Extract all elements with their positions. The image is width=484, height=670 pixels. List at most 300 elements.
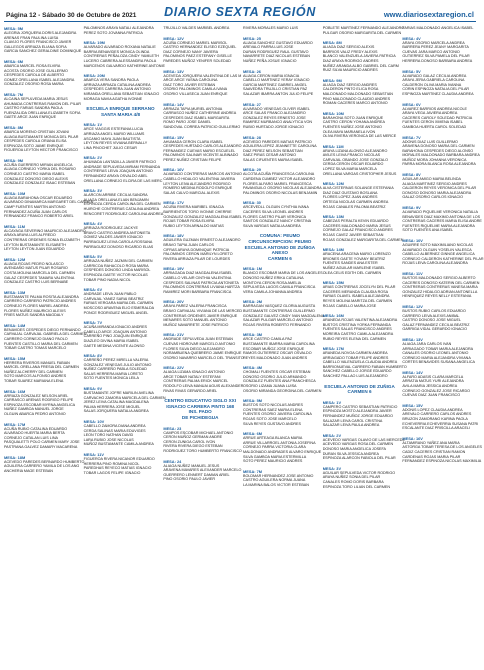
mesa-title: MESA: 11M xyxy=(4,223,25,229)
mesa-title: MESA: 15V xyxy=(402,402,423,408)
school-heading-line: ESCUELA ANTONIO DE ZUÑIGA xyxy=(324,383,395,389)
vocal-name: ALVARADO DINAMARCA MARGARET DEL CARMEN xyxy=(4,200,94,205)
vocal-name: RUBIO REYES ELENA DEL CARMEN xyxy=(322,336,386,341)
vocal-name: OLIVA RIVERA VERONICA DE LAS MERCE xyxy=(322,134,397,139)
vocal-name: CERDA CERON OSCAR EDUARDO xyxy=(322,162,384,167)
vocal-name: ALVARADO GALAZ CECILIA ANDREA xyxy=(402,73,467,78)
vocal-name: ESPINOZA CERDA CAROLINA DEL CARMEN xyxy=(83,202,161,207)
mesa-block xyxy=(323,280,397,308)
mesa-title: MESA: 16V xyxy=(163,167,184,173)
vocal-name: ARAVENA MAVARES ALEXANDER MARCELO xyxy=(163,468,242,473)
vocal-name: PINO OSORIO PAULO JAVIER xyxy=(163,477,216,482)
vocal-name: SEPULVEDA LAGOS CAMILA FRANCISCA xyxy=(243,285,316,290)
mesa-title: MESA: 13M xyxy=(4,289,26,295)
vocal-name: PARRAGUEZ LEIVA CAROLA ROSSANA xyxy=(83,240,153,244)
vocal-name: MONTOYA CERON ROSA AMELIA xyxy=(243,280,302,285)
mesa-block xyxy=(243,102,317,130)
vocal-name: COSTA MOLINA MARCELA DEL CARMEN xyxy=(4,270,75,275)
vocal-name: ARAYA JERIA GABRIELA CAROLINA xyxy=(402,78,465,83)
mesa-block xyxy=(323,466,397,489)
vocal-name: ALIAGA SANCHEZ GUSTAVO EDUARDO xyxy=(243,40,313,45)
school-heading-line: CARMEN 6 xyxy=(347,389,372,395)
vocal-name: ROJAS RIVERA ROBERTO FERNANDO xyxy=(243,322,311,327)
vocal-name: FARIAS OLAVEL ISABELA ALEJANDRA xyxy=(322,294,390,299)
vocal-name: CESPEDES DIAZ ISABEL MARGARITA xyxy=(163,115,230,120)
vocal-name: ARAYA OSORIO MARCELA ANDREA xyxy=(402,40,465,45)
mesa-block xyxy=(4,356,78,384)
vocal-name: NUÑEZ ALCHERRY DEL CARMEN xyxy=(4,369,63,374)
vocal-name: SANCHEZ CABELLO JORGE EDUARDO xyxy=(322,369,392,374)
vocal-name: BUSTAMANTE JOFRE MARILIN AVELINA xyxy=(83,391,154,396)
mesa-block xyxy=(323,111,397,139)
vocal-name: CABELLO ZAMORA DIANA ANDREA xyxy=(83,424,146,429)
vocal-name: HENRIQUEZ REYES NELLY ESTEFANIA xyxy=(402,294,472,299)
mesa-block xyxy=(243,469,317,488)
vocal-name: CABELLO VELAIR CINTHIA VALENTINA xyxy=(163,275,232,280)
mesa-title: MESA: 11V xyxy=(402,270,423,276)
vocal-name: ALVA CISTERNAS SOLANGE ESTEFANIA xyxy=(322,186,394,191)
vocal-name: ROJAS GONZALEZ MARGARITA DEL CARMEN xyxy=(322,237,404,242)
vocal-name: CONTRERAS ORDENES JAVIER ENRIQUE xyxy=(163,313,238,318)
vocal-name: CALDERON REYES VERONICA DEL PILAR xyxy=(402,186,477,191)
vocal-name: ARRIAZA GONZALEZ NELSON ARIEL xyxy=(4,393,69,398)
mesa-block xyxy=(323,78,397,106)
mesa-title: MESA: 2V xyxy=(83,155,103,161)
mesa-title: MESA: 21V xyxy=(163,332,184,338)
vocal-name: RODOLFO LEIVA MANUAI AGUIS ALEXANDER xyxy=(163,384,244,389)
mesa-block xyxy=(323,181,397,209)
vocal-name: FARIAS MALDONADO ANGELICA ISABEL xyxy=(402,26,474,30)
vocal-name: MARCENOS GALVARDO KATHERINE ANTONIE xyxy=(83,63,165,68)
vocal-name: CERDA SALINAS MARIA EDUVIGES xyxy=(83,428,146,433)
vocal-name: CARRASCO ARENAS RODRIGO FELIPE xyxy=(4,398,74,403)
mesa-block xyxy=(84,26,158,35)
school-heading-line: ESCUELA ANTONIO DE ZUÑIGA ANEXO xyxy=(244,244,316,256)
mesa-title: MESA: 3V xyxy=(83,188,103,194)
vocal-name: LEYTON REYES VIVIANA BERNALLY xyxy=(83,141,148,146)
mesa-block xyxy=(402,370,476,398)
mesa-block xyxy=(84,73,158,101)
vocal-name: ALCAYAGA SEVERINO MAURICIO ALEJANDRO xyxy=(4,228,86,233)
mesa-title: MESA: 16M xyxy=(4,388,26,394)
mesa-title: MESA: 10M xyxy=(4,190,26,196)
mesa-block xyxy=(402,304,476,332)
mesa-block xyxy=(163,68,242,97)
school-heading-line: CARMEN 6 xyxy=(267,255,292,261)
vocal-name: ROJAS CABELLO MARIA JOSE xyxy=(322,303,377,308)
vocal-name: BUSTOS MALDONADO SERGIO ALBERTO xyxy=(402,275,476,280)
vocal-name: ESPINOZA MOSTO ALEJANDRA JAVIER xyxy=(322,409,392,414)
vocal-name: DIAZ PEREZ NELSON SEBASTIAN xyxy=(243,148,303,153)
vocal-name: CAMP FUENTES MARTIN ANTONIO xyxy=(4,205,66,210)
mesa-title: MESA: 5M xyxy=(4,26,24,31)
vocal-name: PASTRANA GALVEZ DAMARY MACARENA xyxy=(4,445,78,449)
vocal-name: GALLEGOS ARRIAZA ELIANA SOFIA xyxy=(4,44,67,49)
vocal-name: PALOMINOS OSORIO NICOLAS BENJAMIN xyxy=(243,190,318,195)
vocal-name: AGUILERA CARRERO YAMILA DE LOS ANG xyxy=(4,464,80,469)
vocal-name: ACUÑA GUERRERO MIRIAN ANGELICA xyxy=(4,162,73,167)
mesa-title: MESA: 19M xyxy=(83,40,105,46)
mesa-title: MESA: 13M xyxy=(322,214,344,220)
vocal-name: ARAYA VEGA JAVIERA ANDREA xyxy=(402,111,458,116)
vocal-name: ARRIAZA NUÑEZ JAZMIN DEL CARMEN xyxy=(83,259,153,264)
mesa-title: MESA: 1V xyxy=(322,399,342,405)
mesa-block xyxy=(402,134,480,168)
vocal-name: REYES MALDONADO JUAN ANDRES xyxy=(243,355,308,360)
mesa-block xyxy=(402,205,482,233)
vocal-name: SOTO FUENTES ANA ISABEL xyxy=(402,228,454,233)
mesa-block xyxy=(163,266,240,294)
mesa-block xyxy=(4,59,78,87)
vocal-name: NUÑEZ CARREÑO PABLA SOLEDAD xyxy=(83,367,147,372)
mesa-title: MESA: 7M xyxy=(4,91,24,97)
vocal-name: GONZALEZ GALVEZ CINDY IVAN MAGDALENA xyxy=(243,313,325,318)
vocal-name: BRAVO CARVAJAL VIVIANA DE LAS MERCED xyxy=(163,308,243,313)
vocal-name: GALAZ OSORIO CARLOS IGNACIO xyxy=(402,195,464,200)
vocal-name: BENAVIDES DIAZ MAXIMO ANTONIA DE LOS xyxy=(402,214,481,219)
vocal-name: ALVAREZ BARRIOS ANDREA NICOLE xyxy=(402,106,467,111)
mesa-title: MESA: 14V xyxy=(163,101,184,107)
vocal-name: PARRA MORA BLANCA ROSA ALEJANDRA xyxy=(402,162,476,167)
vocal-name: ALCOTA ACUÑA FRANCESCA CAROLINA xyxy=(243,172,315,177)
vocal-name: BLANCO ESCOBAR MARIA DE LOS ANGELES xyxy=(243,271,323,276)
vocal-name: MARCEL ORELLANA FRESIA DEL CARMEN xyxy=(4,365,79,370)
vocal-name: ARAVENA DONOSO MARIA DEL CARMEN xyxy=(402,144,475,149)
vocal-name: RAMIREZ MORI BARBARA FRANCISCA xyxy=(163,289,232,294)
vocal-name: ARCE VIAGGIS ESTEFANIA LUCIA xyxy=(83,127,144,132)
mesa-title: MESA: 9V xyxy=(402,205,421,211)
mesa-block xyxy=(402,172,476,200)
vocal-name: CARDENA CUMBEZ VICTOR ALEJANDRO xyxy=(243,177,316,182)
vocal-name: DONOSO DONOSO MARIA ALEJANDRA xyxy=(402,190,472,195)
vocal-name: ALIAGA NUÑEZ MANUEL JESUS xyxy=(163,463,220,468)
mesa-title: MESA: 7V xyxy=(402,134,421,140)
vocal-name: GONZALEZ FUENTES ANA FRANCHESCA xyxy=(243,379,316,384)
text-column xyxy=(83,26,166,666)
mesa-block xyxy=(163,200,243,228)
vocal-name: SALAZAR LEIVA PAULA ANDREA xyxy=(322,423,380,428)
vocal-name: NUÑEZ GAMBOA MANUEL JORGE xyxy=(4,407,64,412)
vocal-name: AHUMADA LANTADILLA JAVIER PATRICIO xyxy=(83,160,157,165)
mesa-block xyxy=(243,26,317,31)
vocal-name: AREVALO CARRERO CARLOS ANDRES xyxy=(402,412,472,417)
vocal-name: GONZALEZ CASTRO LUIS BERNABE xyxy=(4,280,69,285)
mesa-title: MESA: 4V xyxy=(402,35,421,41)
vocal-name: BRAVO CASTRO ANDREA ANTONIETA xyxy=(83,230,151,235)
vocal-name: AGUILAR AMIGO MARIA BELINDA xyxy=(402,177,461,182)
vocal-name: CASTRO AGUILERA NORMA JUANA xyxy=(243,478,306,483)
school-heading xyxy=(323,384,397,395)
text-column xyxy=(163,26,244,666)
vocal-name: ALIAGA ROJAS PEDRO NOLASCO xyxy=(4,261,64,266)
vocal-name: GALAZ CESPEDES TAMARA VALENTINA xyxy=(4,275,75,280)
mesa-block xyxy=(402,402,479,431)
vocal-name: ALIAGA CORNEJO YORKA DEL ROSARIO xyxy=(4,167,76,172)
vocal-name: ABARCA MARCEL ROSA ELVIRA xyxy=(4,63,61,68)
vocal-name: MORAGA NAVIA AGATHA IVONNE xyxy=(83,96,143,101)
vocal-name: DIAZ ARAYA RODRIGO ANDRES xyxy=(322,58,379,63)
vocal-name: RAMIREZ MURBANCO ANALYTICA VON xyxy=(243,120,312,125)
mesa-block xyxy=(323,313,397,341)
mesa-title: MESA: 18V xyxy=(163,233,184,239)
vocal-name: FERNANDEZ ESPINOZA NICOLAS MAXIMILIA xyxy=(402,459,482,464)
mesa-title: MESA: 7M xyxy=(243,468,263,474)
vocal-name: ARRIAZA TAPIA MURIEL ANTONIA xyxy=(163,106,223,111)
mesa-title: MESA: 27 xyxy=(243,101,261,107)
mesa-block xyxy=(163,299,243,327)
vocal-name: AREVALO PARRA LUIS JOSE xyxy=(243,45,294,50)
vocal-name: CUEVAS JARA MARCO ANTONIO xyxy=(402,49,460,54)
vocal-name: PARRAGUEZ DONOSO RICARDO ELIAS xyxy=(83,244,154,249)
vocal-name: NAVARRETE DIAZ NICOLAS ESTEBAN xyxy=(243,54,310,59)
vocal-name: BENAVIDES CESPEDES DIEGO FERNANDO xyxy=(4,327,81,332)
vocal-name: ARRIAGADO TOBAR MARIA ALEJANDRA xyxy=(402,346,474,351)
vocal-name: HERRERA RIVEROS MANUEL FABIAN xyxy=(4,360,70,365)
vocal-name: CARDENAS ROJAS MARIA PILAR xyxy=(402,454,461,459)
mesa-block xyxy=(163,365,244,393)
mesa-title: MESA: 14M xyxy=(322,247,344,253)
mesa-title: MESA: 6M xyxy=(243,431,263,437)
mesa-title: MESA: 16M xyxy=(322,313,344,319)
vocal-name: ARRUE VILLARROEL ANTONIA JOSEFINA xyxy=(243,440,316,445)
vocal-name: ARRIAGADO TOBAR FELIPE ANDRES xyxy=(322,355,389,360)
school-heading xyxy=(84,106,158,117)
mesa-title: MESA: 12M xyxy=(322,181,344,187)
vocal-name: CONTRERAS PEÑALOZA CINDY YAMILETH xyxy=(83,54,159,59)
vocal-name: FUENTES CERON XIMENA ISABEL xyxy=(402,120,463,125)
vocal-name: SAAVEDRA TRUJILLO CRISTIAN PAZ xyxy=(243,87,308,92)
vocal-name: CONTRERAS ORDENES SONIA ELIZABETH xyxy=(4,238,80,242)
vocal-name: ARRIAZA RODRIGUEZ JACKYE xyxy=(83,226,138,231)
vocal-name: CORNEJO CASTRO MARIA ISABEL xyxy=(4,172,65,177)
vocal-name: CONTRERAS PALMA ERICK MARCEL xyxy=(163,379,229,384)
vocal-name: FLORES SILVA DIEGO ALEJANDRO xyxy=(163,346,225,351)
mesa-block xyxy=(402,270,480,299)
vocal-name: CACERES DONOSO KATERIN DEL CARMEN xyxy=(402,280,480,285)
mesa-title: MESA: 12V xyxy=(163,35,184,41)
vocal-name: AGUILERA GUZMAN ERNESTO ALEJANDRO xyxy=(163,238,241,243)
vocal-name: NORAMBUENA QUEBRERO JAIME ENRIQUE xyxy=(163,351,242,356)
vocal-name: FUENZALIDA ORELLANA ELIZABETH SOFIA xyxy=(4,110,81,115)
school-heading-line: CENTRO EDUCATIVO SIGLO XXI xyxy=(164,398,236,404)
mesa-title: MESA: 19V xyxy=(163,266,184,272)
vocal-name: ANCHERIA MAGE ESTEBAN xyxy=(4,468,53,473)
vocal-name: CACERES MALDONADO MARIA JESUS xyxy=(322,223,391,228)
vocal-name: DURAN SILVA JESSICA ANDREA xyxy=(322,451,379,456)
vocal-name: CESPEDES DONOSO LINDA MARISOL xyxy=(83,268,151,273)
vocal-name: BARAHONA CESPEDES DIEGO ALONSO xyxy=(402,148,474,153)
vocal-name: CORNEJO GALAZ FRANCISCO ANDRES xyxy=(322,228,393,233)
vocal-name: AVILA MARIA JESSICA ANDREA xyxy=(402,384,458,389)
vocal-name: CESPEDES CAROLA DE ALBERTO xyxy=(4,73,65,78)
vocal-name: OSORIO MIRANDA GEORGINA DEL CARMEN xyxy=(243,388,322,393)
vocal-name: ARRATIA MATUS YURI ALEJANDRA xyxy=(402,379,464,384)
vocal-name: ESPINOZA SOTO JAIME ENRIQUE xyxy=(4,143,64,148)
vocal-name: ECHEVERRIA ECHEVERRIA SUSANA PATRI xyxy=(402,421,479,426)
website-url: www.diariosextaregion.cl xyxy=(383,10,474,19)
vocal-name: ASCANIO MAYA JUAN BAUTISTA xyxy=(83,136,141,141)
vocal-name: FIGUEROA RIVERA NICANOR EDUARDO xyxy=(83,457,155,461)
vocal-name: GARRIGA VIDAL GERARDO IGNACIO xyxy=(402,327,467,332)
mesa-block xyxy=(402,36,476,64)
vocal-name: LINA PINOCHET JULIO CESAR xyxy=(83,145,137,150)
vocal-name: HERRERA DONOSO BARBARA ANDREA xyxy=(402,58,473,63)
vocal-name: CAMPERO CASTRO SEBASTIAN PATRICIO xyxy=(322,404,398,409)
vocal-name: GARCIA SANCHEZ GERALDINE DOMINIQUE xyxy=(4,49,82,54)
vocal-name: RODRIGUEZ TORO HUMBERTO FRANCISCO xyxy=(163,449,242,453)
vocal-name: BRAVO TAPIA JUAN CARLOS xyxy=(163,243,214,247)
vocal-name: CONTRERAS SAEZ MARIA ELENA xyxy=(243,407,303,412)
mesa-block xyxy=(4,190,94,219)
vocal-name: OLEA CELIS EDITH DEL CARMEN xyxy=(322,270,382,275)
vocal-name: CALDERON PINTO ELICA ROSA xyxy=(322,87,379,92)
vocal-name: TOBAR LAGOS FELIPE IGNACIO xyxy=(83,470,141,475)
mesa-title: MESA: 11V xyxy=(83,452,104,457)
mesa-title: MESA: 16V xyxy=(402,435,423,441)
vocal-name: FUENTES NUÑEZ JOSE ANTONIO xyxy=(322,124,382,129)
mesa-title: MESA: 29 xyxy=(243,167,261,173)
vocal-name: ARIAS CONTRERAS JOCELYN DEL PILAR xyxy=(322,285,396,290)
vocal-name: CARVACHO ZAMORA MARICELA DEL CARMEN xyxy=(83,395,166,400)
mesa-block xyxy=(84,320,158,348)
vocal-name: FUENTES SANDES ANA ESTER xyxy=(322,261,378,266)
vocal-name: CARRERO LEIVA ALEXIS ANIBAL xyxy=(402,313,460,318)
vocal-name: BARRIA BENAVIDES MONICA OLINDA xyxy=(83,49,150,54)
vocal-name: ARRUE ARTEAGA BLANCA MARIA xyxy=(243,436,303,441)
mesa-title: MESA: 12M xyxy=(4,256,26,262)
vocal-name: ACUÑA MIRANDA IGNACIO ANDRES xyxy=(83,325,147,330)
vocal-name: CARRICOA RAHACOLO ROSA MARIA xyxy=(83,263,149,268)
mesa-block xyxy=(84,254,158,282)
vocal-name: CADIZ CACERES CRISTIAN RAMON xyxy=(402,450,466,454)
vocal-name: PINO MALDONADO CLAUDIO ANDRES xyxy=(322,96,391,101)
vocal-name: ARCE CASTRO CAMILA PAZ xyxy=(243,337,293,342)
vocal-name: GONZALEZ HIDALGO ADRIAN ANTONELLA xyxy=(402,289,478,294)
vocal-name: FLORES CASTRO PILAR VERONICA xyxy=(243,214,307,219)
mesa-title: MESA: 18M xyxy=(4,454,26,460)
vocal-name: CARREÑO PINO JOAQUIN ENRIQUE xyxy=(83,334,148,339)
vocal-name: CACERES MERANDA CLAUDIA ROSA xyxy=(322,289,389,294)
mesa-block xyxy=(243,398,317,426)
mesa-title: MESA: 1M xyxy=(243,266,263,272)
vocal-name: DONOSO OSORIO JULIO ARMANDO xyxy=(243,374,307,379)
mesa-title: MESA: 3M xyxy=(243,332,263,338)
vocal-name: PALOMINOS SALINAR VICENTE ALBINADO xyxy=(163,153,239,158)
vocal-name: ARACENA ARACENA MARIO LORENZO xyxy=(322,252,391,257)
vocal-name: CORNEJO CATALAN LUIS LINA xyxy=(4,435,58,440)
vocal-name: CORIN ESPINOZA NATALIA DEL PILAR xyxy=(402,87,470,92)
vocal-name: ARANEDA NOVOA CARMEN ANDREA xyxy=(322,351,388,356)
vocal-name: ACEVEDO PAREDES BERNARDO HUMBERTO xyxy=(4,459,85,464)
vocal-name: FUENTES SALAS FRANCISCO ANDRES xyxy=(322,327,392,332)
vocal-name: BARRIONUEVAL CARRERO FABIAN HUMBERTO xyxy=(322,364,407,369)
vocal-name: ADONIS LOPEZ CLAUDIA ANDREA xyxy=(402,407,463,412)
vocal-name: ALIAGA JARA CARLOS IVAN xyxy=(402,341,452,346)
vocal-name: SALAZAR LEIVA CAROL CRISTINA xyxy=(322,418,383,423)
vocal-name: RUBIO HURTADO JORGE IGNACIO xyxy=(243,124,304,129)
vocal-name: ALIAGA LIZAMA IGNACIO ANTONIO xyxy=(163,370,225,375)
vocal-name: GONZALEZ REYES ERNESTO JOSE xyxy=(243,115,306,120)
vocal-name: ORELLANA CORNEJO ELCIRA DE LAS MERC xyxy=(83,178,163,183)
vocal-name: ROJAS CANALES PALOMA BEATRIZ xyxy=(322,204,386,209)
mesa-title: MESA: 2M xyxy=(243,299,263,305)
vocal-name: FERNANDEZ CUEVAS MARIO ESCUELEL xyxy=(163,148,236,153)
mesa-title: MESA: 9M xyxy=(322,77,342,83)
mesa-block xyxy=(4,389,78,417)
vocal-name: HUIRCHE CONTRERAS CATALINA ANDREA xyxy=(83,207,160,212)
vocal-name: RUBIO LEYTON ARNALDO MATIAS xyxy=(163,223,224,228)
mesa-title: MESA: 15M xyxy=(322,280,344,286)
vocal-name: CABELLO MARTINEZ YERAY IGNACIO xyxy=(243,78,310,83)
vocal-name: GARCIA MARTINEZ GABRIEL ANGEL xyxy=(243,82,307,87)
vocal-name: ADONIS DIAZ LUIS GUILLERMO xyxy=(402,139,458,144)
vocal-name: MUÑOZ BUSTAMANTE CAMILA ANDREA xyxy=(83,442,154,447)
vocal-name: OSORIO LIZAMA JUANA LUISA xyxy=(243,384,297,389)
mesa-block xyxy=(163,26,237,31)
mesa-block xyxy=(163,458,242,482)
mesa-block xyxy=(243,69,317,97)
vocal-name: ROJAS CAVEZ JAVIER SEBASTIAN xyxy=(322,233,384,237)
vocal-name: ACUÑA RIVERA MARIBEL IGNACIA xyxy=(163,205,224,210)
mesa-title: MESA: 10V xyxy=(402,238,423,243)
vocal-name: PAVANGUILO OSORIO NICOLAS ALEJANDRA xyxy=(243,186,322,191)
vocal-name: LEYTON LEYTON JUAN EDUARDO xyxy=(4,247,65,252)
vocal-name: CABELLO ALBERNEZ GINNGE ANGELICA xyxy=(402,252,475,257)
vocal-name: CORNEJO MARIA ALEJANDRA VIVIANA xyxy=(402,355,471,360)
vocal-name: ARAYA NUÑEZ SONIA DEL PILAR xyxy=(322,475,381,480)
vocal-name: ROJAS SOTO JOSE MARCELO xyxy=(243,417,297,422)
vocal-name: BARRIENTOS TORO IVONNE CHERRIE xyxy=(163,210,232,215)
vocal-name: CASTRO DONOSO JOSE MIGUEL xyxy=(402,318,461,323)
vocal-name: GONZALEZ OSORIO ROSA MARIA xyxy=(4,82,64,87)
vocal-name: ACEVEDO PAREDES MATIAS PATRICIO xyxy=(243,139,312,144)
mesa-block xyxy=(163,167,242,195)
mesa-title: MESA: 8M xyxy=(4,124,24,130)
vocal-name: ROMAN CACERES MARCO ANTONIO xyxy=(322,101,388,106)
mesa-block xyxy=(323,400,397,428)
vocal-name: ARCEVEDLL OLGUIN CYNTHIA IVANA xyxy=(243,205,309,210)
mesa-block xyxy=(84,287,158,315)
mesa-block xyxy=(402,435,483,464)
vocal-name: AVILES LEIVA FRANCO NICOLAS xyxy=(322,153,381,158)
vocal-name: SALAS CALVO MARCIAL ALEXIS xyxy=(163,190,220,195)
vocal-name: CASTRO CERON YOHANA ANDREA xyxy=(322,120,385,125)
mesa-title: MESA: 22V xyxy=(163,365,184,371)
vocal-name: CANALES OSORIO LEONEL ANTONIO xyxy=(402,351,469,356)
vocal-name: CORNEJO FLORES MARIEL ANDREA xyxy=(4,303,69,308)
vocal-name: MENARES SOTO MANUEL ANTONIO xyxy=(163,318,227,323)
vocal-name: BLANCO VALENZUELA JAVIERA PATRICIA xyxy=(322,54,396,59)
vocal-name: ARENAS FRAN PAULINA LUISA xyxy=(4,35,59,40)
mesa-block xyxy=(84,353,158,381)
vocal-name: POBLETE MARTINEZ FERNANDO ALEJANDRO xyxy=(322,26,405,30)
vocal-name: TOBAR SUAREZ MARIANA ELENA xyxy=(4,379,64,384)
mesa-title: MESA: 13V xyxy=(402,336,423,342)
vocal-name: RENCORET RODRIGUEZ CAROLINA ANDREA xyxy=(83,211,164,216)
vocal-name: JEREZ LEIVA CATALINA MAGDALENA xyxy=(83,400,149,405)
vocal-name: CABEZAS PERALTA KEVIN EDUARDO xyxy=(322,219,389,224)
vocal-name: SALAS JORQUERA NATALIA ANDREA xyxy=(83,409,149,414)
mesa-title: MESA: 14V xyxy=(402,369,423,375)
vocal-name: ESPINOZA MARTINEZ CLAUDIA ANDREA xyxy=(402,91,474,96)
vocal-name: PALOMINOS PAEZ ESTEFANY GISELLE xyxy=(163,54,232,59)
text-column xyxy=(322,26,407,666)
vocal-name: ALVARADO OLGUIN YOSELIN VALESCA xyxy=(402,247,472,252)
vocal-name: ARAYA LIZANA ALONSO ALEJANDRO xyxy=(322,148,388,153)
vocal-name: CALDERON OLIVA MARIA IVANNA xyxy=(402,82,462,87)
mesa-block xyxy=(243,431,322,464)
mesa-block xyxy=(4,223,86,252)
